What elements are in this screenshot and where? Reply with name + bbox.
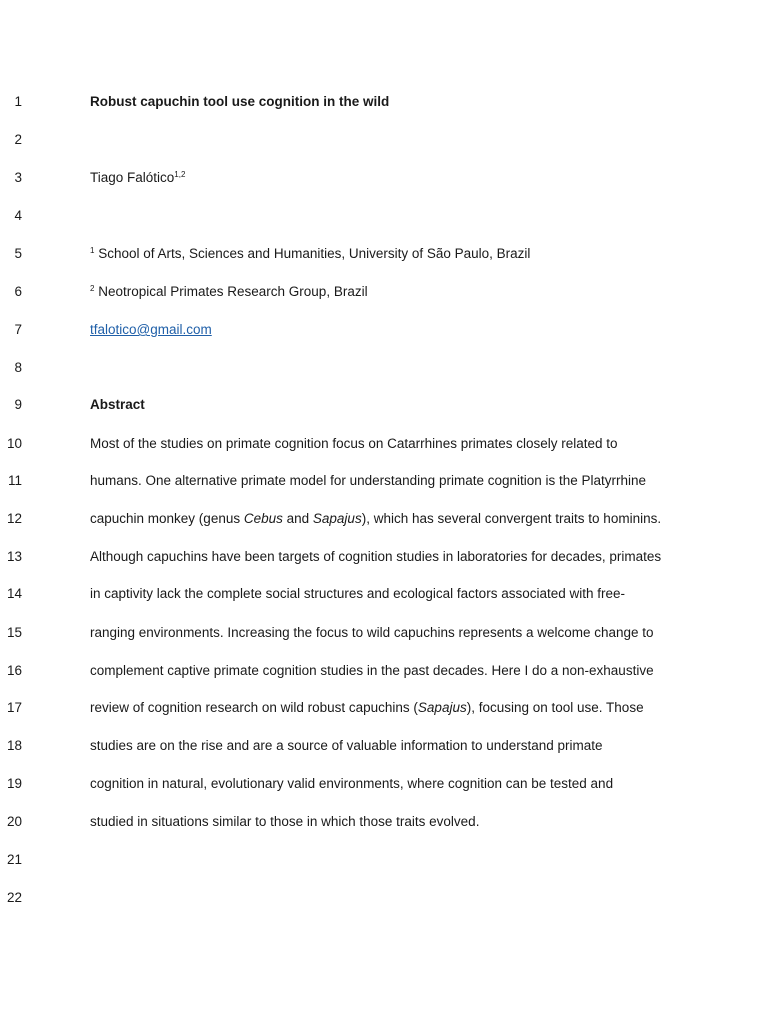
text-run: capuchin monkey (genus bbox=[90, 511, 244, 526]
text-run: ), which has several convergent traits to hominins. bbox=[361, 511, 662, 526]
line-2 bbox=[0, 130, 700, 150]
line-number: 15 bbox=[6, 625, 22, 640]
affiliation-1 bbox=[90, 244, 530, 264]
abstract-text-line bbox=[90, 698, 644, 718]
line-19 bbox=[0, 774, 700, 794]
text-run: review of cognition research on wild robust capuchins ( bbox=[90, 700, 418, 715]
paper-title: Robust capuchin tool use cognition in the wild bbox=[90, 94, 390, 109]
line-13 bbox=[0, 547, 700, 567]
line-number: 4 bbox=[14, 208, 22, 223]
line-number: 21 bbox=[6, 852, 22, 867]
abstract-text-line: cognition in natural, evolutionary valid environments, where cognition can be tested and bbox=[90, 776, 614, 791]
line-16 bbox=[0, 661, 700, 681]
line-number: 18 bbox=[6, 738, 22, 753]
author-line bbox=[90, 168, 185, 188]
line-7 bbox=[0, 320, 700, 340]
line-number: 2 bbox=[14, 132, 22, 147]
genus-name-cebus: Cebus bbox=[243, 511, 283, 526]
abstract-text-line: humans. One alternative primate model for understanding primate cognition is the Platyrrhine bbox=[90, 473, 647, 488]
email-link[interactable]: tfalotico@gmail.com bbox=[90, 322, 212, 337]
line-6 bbox=[0, 282, 700, 302]
affiliation-mark: 1 bbox=[90, 246, 95, 255]
affiliation-text: School of Arts, Sciences and Humanities, University of São Paulo, Brazil bbox=[98, 246, 531, 261]
text-run: and bbox=[282, 511, 313, 526]
line-14 bbox=[0, 584, 700, 604]
line-8 bbox=[0, 358, 700, 378]
line-number: 20 bbox=[6, 814, 22, 829]
line-number: 17 bbox=[6, 700, 22, 715]
line-number: 16 bbox=[6, 663, 22, 678]
line-15 bbox=[0, 623, 700, 643]
line-number: 7 bbox=[14, 322, 22, 337]
line-10 bbox=[0, 434, 700, 454]
line-20 bbox=[0, 812, 700, 832]
line-number: 14 bbox=[6, 586, 22, 601]
line-number: 22 bbox=[6, 890, 22, 905]
line-number: 11 bbox=[7, 473, 22, 488]
abstract-text-line bbox=[90, 509, 661, 529]
line-21 bbox=[0, 850, 700, 870]
abstract-heading: Abstract bbox=[90, 397, 145, 412]
line-number: 3 bbox=[14, 170, 22, 185]
line-1 bbox=[0, 92, 700, 112]
abstract-text-line: studies are on the rise and are a source of valuable information to understand primate bbox=[90, 738, 603, 753]
line-9 bbox=[0, 395, 700, 415]
affiliation-text: Neotropical Primates Research Group, Brazil bbox=[98, 284, 368, 299]
author-affiliation-marks: 1,2 bbox=[174, 170, 186, 179]
line-number: 1 bbox=[14, 94, 22, 109]
line-number: 12 bbox=[6, 511, 22, 526]
affiliation-2 bbox=[90, 282, 368, 302]
abstract-text-line: ranging environments. Increasing the focus to wild capuchins represents a welcome change to bbox=[90, 625, 654, 640]
line-5 bbox=[0, 244, 700, 264]
line-17 bbox=[0, 698, 700, 718]
line-3 bbox=[0, 168, 700, 188]
abstract-text-line: Most of the studies on primate cognition focus on Catarrhines primates closely related to bbox=[90, 436, 618, 451]
line-number: 5 bbox=[14, 246, 22, 261]
affiliation-mark: 2 bbox=[90, 284, 95, 293]
genus-name-sapajus: Sapajus bbox=[417, 700, 467, 715]
line-12 bbox=[0, 509, 700, 529]
abstract-text-line: complement captive primate cognition studies in the past decades. Here I do a non-exhaustive bbox=[90, 663, 654, 678]
text-run: ), focusing on tool use. Those bbox=[466, 700, 644, 715]
abstract-text-line: in captivity lack the complete social structures and ecological factors associated with free- bbox=[90, 586, 625, 601]
line-number: 19 bbox=[6, 776, 22, 791]
line-number: 6 bbox=[14, 284, 22, 299]
line-18 bbox=[0, 736, 700, 756]
line-11 bbox=[0, 471, 700, 491]
line-22 bbox=[0, 888, 700, 908]
author-name: Tiago Falótico bbox=[90, 170, 175, 185]
line-number: 8 bbox=[14, 360, 22, 375]
line-number: 13 bbox=[6, 549, 22, 564]
abstract-text-line: studied in situations similar to those in which those traits evolved. bbox=[90, 814, 480, 829]
line-number: 10 bbox=[6, 436, 22, 451]
line-4 bbox=[0, 206, 700, 226]
genus-name-sapajus: Sapajus bbox=[312, 511, 362, 526]
line-number: 9 bbox=[14, 397, 22, 412]
abstract-text-line: Although capuchins have been targets of cognition studies in laboratories for decades, primates bbox=[90, 549, 662, 564]
